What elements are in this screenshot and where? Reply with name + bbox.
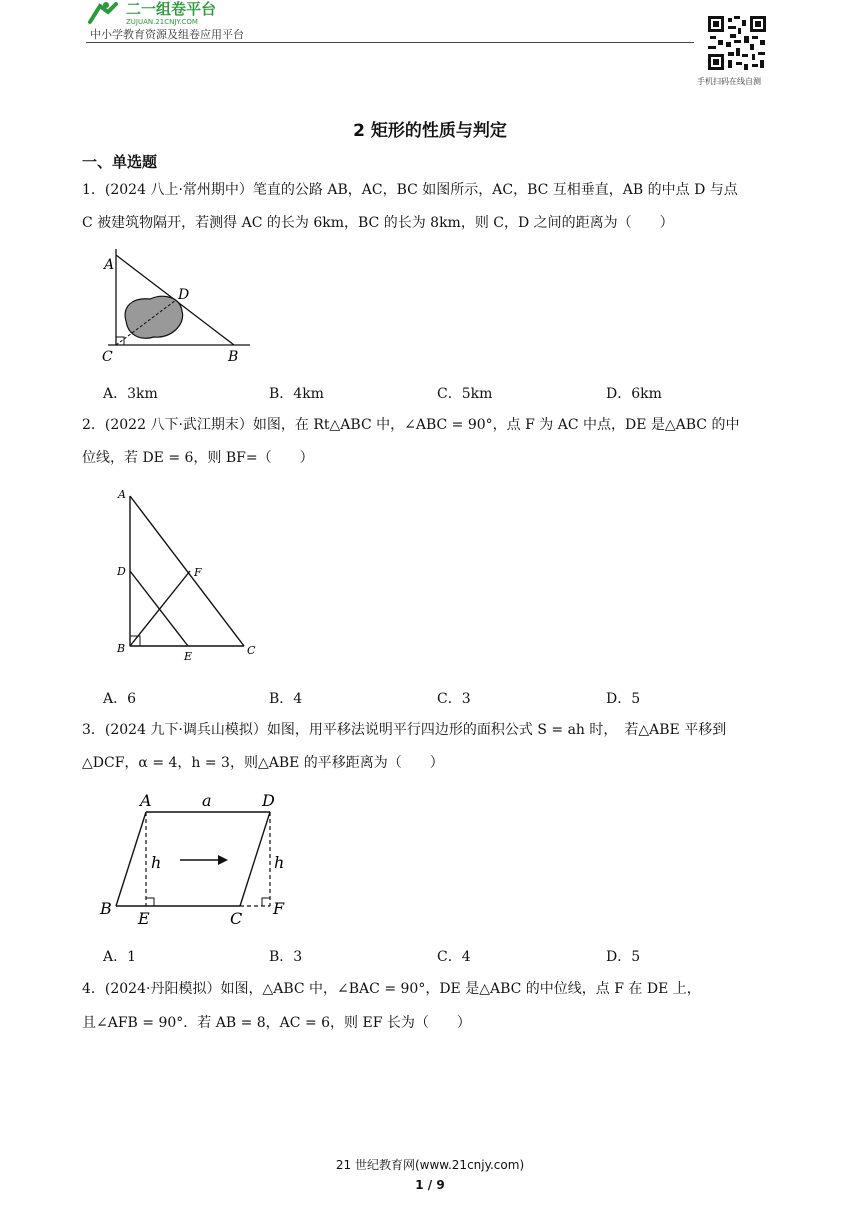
option-c[interactable]: C．3: [437, 691, 471, 707]
page-number: 1 / 9: [415, 1178, 445, 1192]
section-heading: 一、单选题: [82, 153, 158, 171]
question-1-options: [103, 383, 783, 403]
question-2-options: [103, 688, 783, 708]
option-a[interactable]: A．6: [103, 691, 137, 707]
label-f: F: [273, 899, 285, 918]
label-a: A: [104, 257, 115, 273]
footer-site: 21 世纪教育网(www.21cnjy.com): [335, 1158, 525, 1172]
label-b: B: [117, 642, 126, 655]
option-b[interactable]: B．4: [269, 691, 303, 707]
question-3-line-2: △DCF，α = 4，h = 3，则△ABE 的平移距离为（ ）: [82, 755, 444, 771]
option-a[interactable]: A．1: [103, 949, 137, 965]
label-c: C: [102, 349, 113, 365]
option-b[interactable]: B．3: [269, 949, 303, 965]
label-d: D: [178, 287, 190, 303]
label-h-left: h: [151, 853, 162, 872]
label-b: B: [228, 349, 239, 365]
question-1-line-1: 1．(2024 八上·常州期中）笔直的公路 AB，AC，BC 如图所示，AC，BC 互相垂直，AB 的中点 D 与点: [82, 182, 738, 198]
label-a-side: a: [202, 791, 212, 810]
option-b[interactable]: B．4km: [269, 386, 324, 402]
option-c[interactable]: C．5km: [437, 386, 493, 402]
label-b: B: [100, 899, 112, 918]
question-3-options: [103, 946, 783, 966]
label-d: D: [262, 791, 275, 810]
question-3-line-1: 3．(2024 九下·调兵山模拟）如图，用平移法说明平行四边形的面积公式 S = ah 时， 若△ABE 平移到: [82, 722, 727, 738]
option-d[interactable]: D．6km: [606, 386, 662, 402]
qr-code-icon: [706, 14, 768, 72]
question-2-figure: [110, 486, 270, 662]
logo-url: ZUJUAN.21CNJY.COM: [126, 18, 198, 26]
label-f: F: [194, 566, 202, 579]
option-d[interactable]: D．5: [606, 949, 641, 965]
label-d: D: [117, 565, 126, 578]
option-d[interactable]: D．5: [606, 691, 641, 707]
label-a: A: [118, 488, 126, 501]
label-h-right: h: [274, 853, 285, 872]
label-c: C: [230, 909, 243, 928]
logo-text: 二一组卷平台: [126, 0, 217, 18]
question-2-line-2: 位线，若 DE = 6，则 BF=（ ）: [82, 450, 314, 466]
header-subtitle: 中小学教育资源及组卷应用平台: [90, 28, 244, 41]
option-a[interactable]: A．3km: [103, 386, 158, 402]
header-divider: [86, 42, 694, 43]
question-1-figure: [98, 245, 258, 365]
label-c: C: [247, 644, 256, 657]
question-4-line-2: 且∠AFB = 90°．若 AB = 8，AC = 6，则 EF 长为（ ）: [82, 1015, 471, 1031]
question-3-figure: [98, 790, 298, 930]
option-c[interactable]: C．4: [437, 949, 471, 965]
question-1-line-2: C 被建筑物隔开，若测得 AC 的长为 6km，BC 的长为 8km，则 C，D 之间的距离为（ ）: [82, 215, 674, 231]
label-e: E: [184, 650, 193, 662]
page-title: 2 矩形的性质与判定: [353, 121, 507, 141]
qr-caption: 手机扫码在线自测: [697, 77, 761, 86]
question-4-line-1: 4．(2024·丹阳模拟）如图，△ABC 中，∠BAC = 90°，DE 是△ABC 的中位线，点 F 在 DE 上，: [82, 981, 701, 997]
question-2-line-1: 2．(2022 八下·武江期末）如图，在 Rt△ABC 中，∠ABC = 90°，点 F 为 AC 中点，DE 是△ABC 的中: [82, 417, 740, 433]
label-e: E: [138, 909, 150, 928]
site-logo: [86, 0, 276, 26]
label-a: A: [140, 791, 152, 810]
